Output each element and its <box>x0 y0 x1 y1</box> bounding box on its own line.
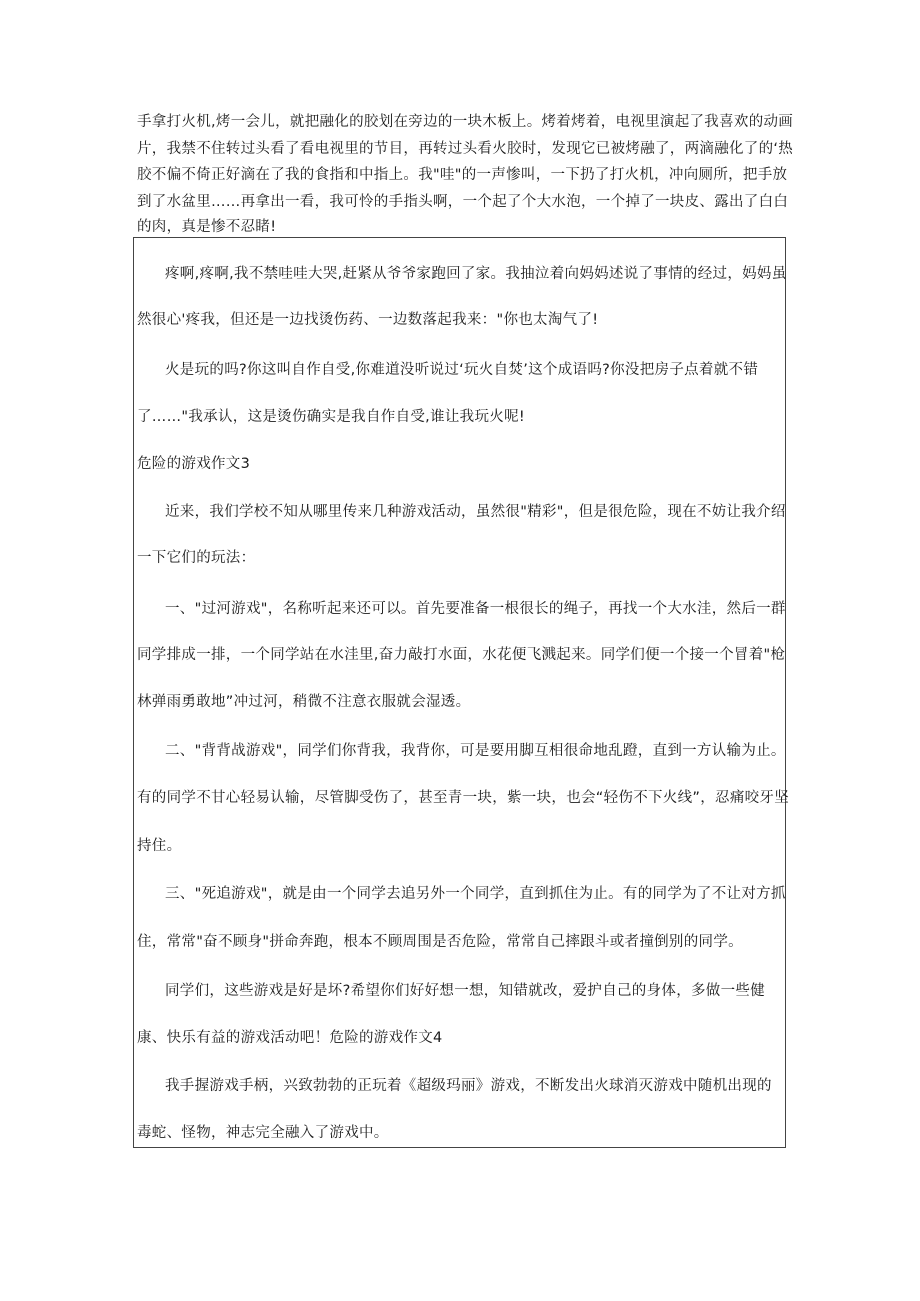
intro-line: 胶不偏不倚正好滴在了我的食指和中指上。我"哇"的一声惨叫，一下扔了打火机，冲向厕所，把手放 <box>137 167 788 183</box>
intro-line: 手拿打火机,烤一会儿，就把融化的胶划在旁边的一块木板上。烤着烤着，电视里演起了我喜欢的动画 <box>137 114 794 130</box>
paragraph-line: 三、"死追游戏"，就是由一个同学去追另外一个同学，直到抓住为止。有的同学为了不让对方抓 <box>165 886 786 902</box>
paragraph-line: 康、快乐有益的游戏活动吧！危险的游戏作文4 <box>137 1030 443 1046</box>
section-heading: 危险的游戏作文3 <box>137 456 251 472</box>
paragraph-line: 我手握游戏手柄，兴致勃勃的正玩着《超级玛丽》游戏，不断发出火球消灭游戏中随机出现的 <box>165 1078 772 1094</box>
paragraph-line: 然很心'疼我，但还是一边找烫伤药、一边数落起我来："你也太淘气了! <box>137 312 599 328</box>
paragraph-line: 林弹雨勇敢地”冲过河，稍微不注意衣服就会湿透。 <box>137 694 471 710</box>
intro-line: 的肉，真是惨不忍睹! <box>137 219 277 235</box>
paragraph-line: 了……"我承认，这是烫伤确实是我自作自受,谁让我玩火呢! <box>137 409 525 425</box>
paragraph-line: 住，常常"奋不顾身"拼命奔跑，根本不顾周围是否危险，常常自己摔跟斗或者撞倒别的同学。 <box>137 934 743 950</box>
paragraph-line: 同学们，这些游戏是好是坏?希望你们好好想一想，知错就改，爱护自己的身体，多做一些健 <box>165 983 765 999</box>
paragraph-line: 一下它们的玩法： <box>137 550 256 566</box>
intro-line: 到了水盆里……再拿出一看，我可怜的手指头啊，一个起了个大水泡，一个掉了一块皮、露出了白白 <box>137 194 789 210</box>
paragraph-line: 毒蛇、怪物，神志完全融入了游戏中。 <box>137 1125 389 1141</box>
paragraph-line: 持住。 <box>137 838 182 854</box>
paragraph-line: 一、"过河游戏"，名称听起来还可以。首先要准备一根很长的绳子，再找一个大水洼，然后一群 <box>165 601 786 617</box>
paragraph-line: 同学排成一排，一个同学站在水洼里,奋力敲打水面，水花便飞溅起来。同学们便一个接一个冒着"枪 <box>137 647 786 663</box>
paragraph-line: 二、"背背战游戏"，同学们你背我，我背你，可是要用脚互相很命地乱蹬，直到一方认输为止。 <box>165 743 786 759</box>
paragraph-line: 疼啊,疼啊,我不禁哇哇大哭,赶紧从爷爷家跑回了家。我抽泣着向妈妈述说了事情的经过，妈妈虽 <box>165 266 787 282</box>
paragraph-line: 近来，我们学校不知从哪里传来几种游戏活动，虽然很"精彩"，但是很危险，现在不妨让我介绍 <box>165 504 786 520</box>
paragraph-line: 有的同学不甘心轻易认输，尽管脚受伤了，甚至青一块，紫一块，也会“轻伤不下火线”，忍痛咬牙坚 <box>137 790 790 806</box>
paragraph-line: 火是玩的吗?你这叫自作自受,你难道没听说过‘玩火自焚’这个成语吗?你没把房子点着就不错 <box>165 362 759 378</box>
intro-line: 片，我禁不住转过头看了看电视里的节目，再转过头看火胶时，发现它已被烤融了，两滴融化了的‘热 <box>137 141 794 157</box>
